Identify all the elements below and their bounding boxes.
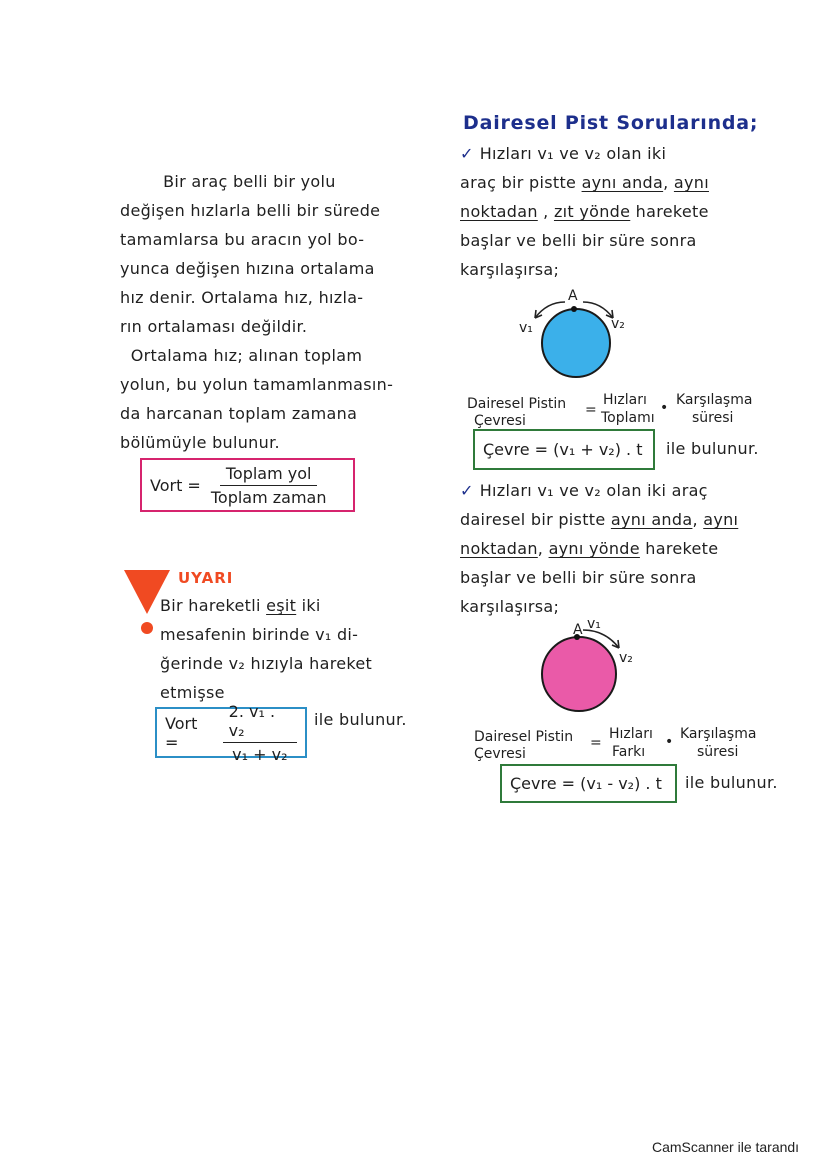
text-line	[460, 597, 559, 616]
text-segment: Bir araç belli bir yolu	[120, 172, 336, 191]
formula-lhs: Vort =	[165, 713, 198, 752]
text-segment: ğerinde v₂ hızıyla hareket	[160, 654, 373, 673]
v1-label: v₁	[587, 616, 601, 632]
word-circumference: Dairesel Pistin	[474, 729, 574, 745]
text-segment: yunca değişen hızına ortalama	[120, 259, 375, 278]
text-line	[120, 375, 393, 394]
fraction-numerator: 2. v₁ . v₂	[223, 702, 297, 743]
text-line	[120, 288, 363, 307]
harmonic-speed-formula-box	[155, 701, 307, 764]
underlined-text: zıt yönde	[553, 202, 631, 221]
case2-diagram	[515, 618, 655, 718]
text-line	[120, 172, 336, 191]
text-segment: iki	[296, 596, 321, 615]
text-segment: başlar ve belli bir süre sonra	[460, 568, 697, 587]
text-segment: harekete	[639, 539, 719, 558]
formula: Çevre = (v₁ - v₂) . t	[510, 774, 662, 793]
text-line	[460, 260, 559, 279]
text-line	[120, 201, 380, 220]
word-speeds: Hızları	[603, 392, 647, 408]
text-line	[460, 510, 738, 529]
text-line	[160, 683, 225, 702]
text-line	[460, 539, 718, 558]
underlined-text: aynı anda	[581, 173, 664, 192]
word-circumference-sub: Çevresi	[474, 746, 526, 762]
fraction-numerator: Toplam yol	[220, 464, 318, 486]
case1-diagram	[505, 290, 645, 390]
dot: •	[665, 734, 674, 750]
case2-formula-box	[500, 764, 677, 803]
equals: =	[590, 735, 602, 751]
dot: •	[660, 400, 669, 416]
text-line	[120, 230, 364, 249]
text-line	[120, 317, 307, 336]
text-segment: ,	[692, 510, 704, 529]
text-segment: karşılaşırsa;	[460, 260, 560, 279]
text-line	[460, 481, 708, 500]
text-line	[120, 404, 357, 423]
word-time: süresi	[697, 744, 739, 760]
fraction-denominator: Toplam zaman	[210, 487, 327, 507]
text-line	[460, 144, 666, 163]
word-time: süresi	[692, 410, 734, 426]
word-circumference: Dairesel Pistin	[467, 396, 567, 412]
v2-label: v₂	[619, 650, 633, 666]
fraction	[223, 702, 297, 764]
checkmark-icon: ✓	[460, 144, 474, 163]
text-segment: bölümüyle bulunur.	[120, 433, 280, 452]
text-segment: hız denir. Ortalama hız, hızla-	[120, 288, 364, 307]
underlined-text: aynı	[673, 173, 709, 192]
word-speeds: Hızları	[609, 726, 653, 742]
text-segment: da harcanan toplam zamana	[120, 404, 358, 423]
scanner-watermark: CamScanner ile tarandı	[652, 1139, 800, 1155]
text-line	[120, 259, 375, 278]
average-speed-formula-box	[140, 458, 355, 512]
text-segment: Hızları v₁ ve v₂ olan iki	[479, 144, 667, 163]
underlined-text: noktadan	[460, 202, 538, 221]
formula: Çevre = (v₁ + v₂) . t	[483, 440, 643, 459]
text-line	[160, 654, 372, 673]
text-segment: harekete	[630, 202, 709, 221]
underlined-text: aynı anda	[610, 510, 693, 529]
section-title: Dairesel Pist Sorularında;	[463, 112, 759, 134]
text-segment: ,	[537, 202, 554, 221]
fraction	[211, 464, 327, 507]
fraction-denominator: v₁ + v₂	[232, 744, 288, 764]
checkmark-icon: ✓	[460, 481, 474, 500]
text-line	[460, 173, 709, 192]
equals: =	[585, 402, 597, 418]
text-segment: rın ortalaması değildir.	[120, 317, 308, 336]
underlined-text: noktadan	[460, 539, 538, 558]
text-line	[460, 568, 697, 587]
text-segment: karşılaşırsa;	[460, 597, 560, 616]
text-segment: mesafenin birinde v₁ di-	[160, 625, 359, 644]
text-segment: başlar ve belli bir süre sonra	[460, 231, 697, 250]
word-sum: Toplamı	[601, 410, 655, 426]
underlined-text: aynı	[703, 510, 739, 529]
v1-label: v₁	[519, 320, 533, 336]
underlined-text: eşit	[266, 596, 297, 615]
text-line	[120, 346, 362, 365]
text-line	[160, 596, 321, 615]
text-segment: Hızları v₁ ve v₂ olan iki araç	[479, 481, 708, 500]
text-segment: ,	[537, 539, 549, 558]
word-circumference-sub: Çevresi	[474, 413, 526, 429]
text-line	[160, 625, 358, 644]
text-line	[460, 202, 709, 221]
point-label: A	[568, 288, 578, 304]
formula-suffix: ile bulunur.	[685, 773, 778, 792]
case1-formula-box	[473, 429, 655, 470]
text-segment: tamamlarsa bu aracın yol bo-	[120, 230, 365, 249]
formula-suffix: ile bulunur.	[314, 710, 407, 729]
word-difference: Farkı	[612, 744, 646, 760]
formula-lhs: Vort =	[150, 475, 201, 495]
v2-label: v₂	[611, 316, 625, 332]
text-segment: yolun, bu yolun tamamlanmasın-	[120, 375, 394, 394]
text-segment: etmişse	[160, 683, 225, 702]
formula-suffix: ile bulunur.	[666, 439, 759, 458]
text-line	[120, 433, 280, 452]
point-label: A	[573, 622, 583, 638]
text-segment: araç bir pistte	[460, 173, 582, 192]
text-segment: Ortalama hız; alınan toplam	[120, 346, 363, 365]
text-segment: değişen hızlarla belli bir sürede	[120, 201, 381, 220]
text-segment: ,	[663, 173, 674, 192]
word-meeting: Karşılaşma	[680, 726, 757, 742]
underlined-text: aynı yönde	[548, 539, 640, 558]
word-meeting: Karşılaşma	[676, 392, 753, 408]
text-segment: Bir hareketli	[160, 596, 267, 615]
text-line	[460, 231, 697, 250]
direction-arrow-icon	[515, 618, 655, 678]
warning-title: UYARI	[178, 569, 234, 587]
text-segment: dairesel bir pistte	[460, 510, 611, 529]
